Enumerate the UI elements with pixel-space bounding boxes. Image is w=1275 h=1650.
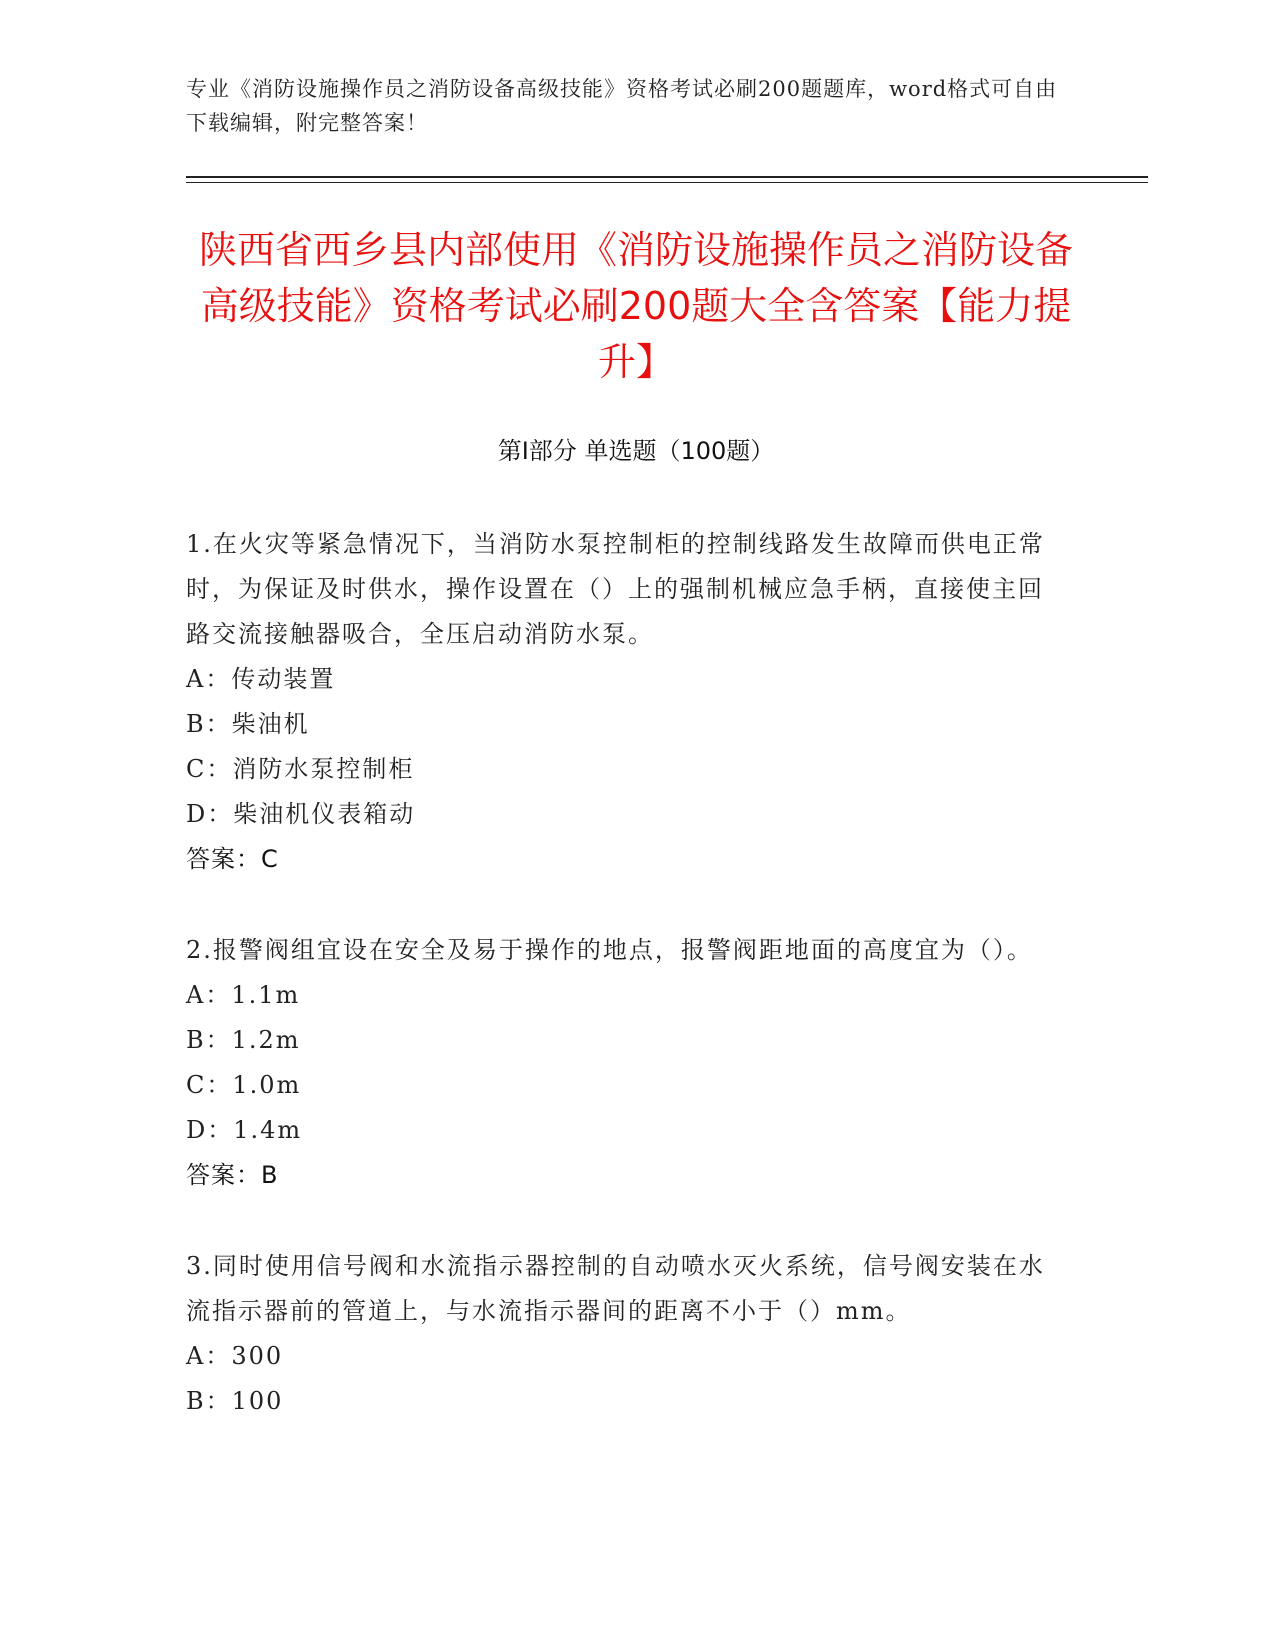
option-b: B：1.2m (186, 1026, 301, 1054)
option-d: D：1.4m (186, 1116, 303, 1144)
header-note: 专业《消防设施操作员之消防设备高级技能》资格考试必刷200题题库，word格式可自由下载编辑，附完整答案！ (186, 77, 1058, 135)
answer-text: 答案：B (186, 1161, 279, 1189)
option-b: B：100 (186, 1387, 284, 1415)
question-list (186, 522, 1066, 1470)
question-3 (186, 1244, 1066, 1424)
question-stem: 3.同时使用信号阀和水流指示器控制的自动喷水灭火系统，信号阀安装在水流指示器前的管道上，与水流指示器间的距离不小于（）mm。 (186, 1252, 1045, 1325)
question-stem: 2.报警阀组宜设在安全及易于操作的地点，报警阀距地面的高度宜为（）。 (186, 936, 1033, 964)
document-title: 陕西省西乡县内部使用《消防设施操作员之消防设备高级技能》资格考试必刷200题大全含答案【能力提升】 (198, 228, 1073, 384)
option-a: A：300 (186, 1342, 284, 1370)
option-c: C：1.0m (186, 1071, 302, 1099)
option-d: D：柴油机仪表箱动 (186, 800, 416, 828)
question-2 (186, 928, 1066, 1198)
header-divider-thick (186, 176, 1148, 178)
option-a: A：传动装置 (186, 665, 336, 693)
answer-text: 答案：C (186, 845, 279, 873)
option-a: A：1.1m (186, 981, 301, 1009)
option-b: B：柴油机 (186, 710, 310, 738)
question-stem: 1.在火灾等紧急情况下，当消防水泵控制柜的控制线路发生故障而供电正常时，为保证及时供水，操作设置在（）上的强制机械应急手柄，直接使主回路交流接触器吸合，全压启动消防水泵。 (186, 530, 1045, 648)
option-c: C：消防水泵控制柜 (186, 755, 415, 783)
section-title: 第I部分 单选题（100题） (497, 437, 775, 465)
question-1 (186, 522, 1066, 882)
header-divider-thin (186, 182, 1148, 183)
